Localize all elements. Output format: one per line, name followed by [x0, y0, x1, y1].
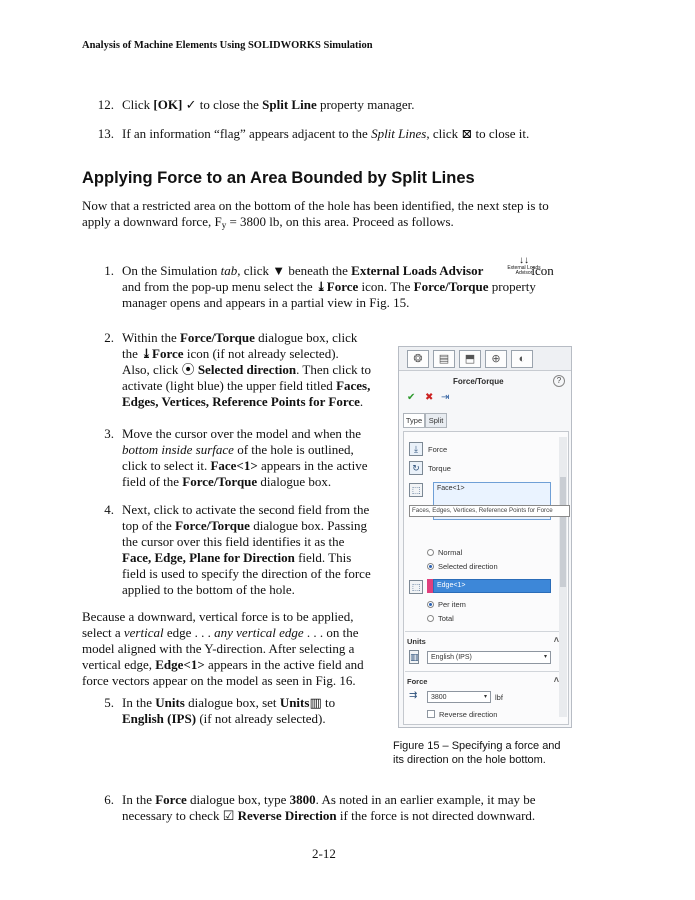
step-text: Within the Force/Torque dialogue box, click the ⤓Force icon (if not already selected). Also, click ⦿ Selected direction. Then click to activate (light blue) the upper field titled Faces, Edges, Vertices, Reference Points for Force. [122, 330, 372, 409]
running-header: Analysis of Machine Elements Using SOLIDWORKS Simulation [82, 40, 373, 51]
force-option-label[interactable]: Force [428, 445, 448, 454]
step-4 [92, 502, 392, 600]
torque-option-label[interactable]: Torque [428, 464, 451, 473]
step-12 [92, 97, 612, 113]
normal-label: Normal [438, 548, 463, 557]
external-loads-advisor-icon: ↓↓ External Loads Advisor [507, 255, 541, 276]
reverse-direction-checkbox[interactable] [427, 710, 435, 718]
step-number: 3. [104, 426, 114, 441]
step-5 [92, 695, 392, 729]
step-6 [92, 792, 612, 826]
vertical-edge-paragraph: Because a downward, vertical force is to be applied, select a vertical edge . . . any vertical edge . . . on the model aligned with the Y-direction. After selecting a vertical edge, Edge<1> appears in the active field and force vectors appear on the model as seen in Fig. 16. [82, 609, 364, 688]
step-text: Move the cursor over the model and when the bottom inside surface of the hole is outlined, click to select it. Face<1> appears in the active field of the Force/Torque dialogue box. [122, 426, 368, 489]
dropdown-arrow-icon: ▾ [483, 694, 487, 700]
group-divider [405, 631, 559, 632]
ok-button[interactable]: ✔ [407, 392, 416, 403]
step-2 [92, 330, 392, 412]
step-number: 2. [104, 330, 114, 345]
step-number: 6. [104, 792, 114, 807]
step-number: 5. [104, 695, 114, 710]
display-manager-tab-icon[interactable]: ◐ [511, 350, 533, 368]
step-number: 4. [104, 502, 114, 517]
faces-selection-icon: ⬚ [409, 483, 423, 497]
scrollbar-thumb[interactable] [560, 477, 566, 587]
step-text: Click [OK] ✓ to close the Split Line property manager. [122, 97, 415, 112]
field-tooltip: Faces, Edges, Vertices, Reference Points for Force [409, 505, 570, 517]
selected-direction-label: Selected direction [438, 562, 498, 571]
direction-reference-field[interactable]: Edge<1> [433, 579, 551, 593]
force-option-icon[interactable]: ⤓ [409, 442, 423, 456]
step-text: In the Units dialogue box, set Units▥ to English (IPS) (if not already selected). [122, 695, 336, 726]
selected-direction-radio[interactable] [427, 563, 434, 570]
group-divider [405, 671, 559, 672]
step-1 [92, 263, 592, 313]
torque-option-icon[interactable]: ↻ [409, 461, 423, 475]
step-text: On the Simulation tab, click ▼ beneath the External Loads Advisor icon and from the pop-up menu select the ⤓Force icon. The Force/Torque property manager opens and appears in a partial view in Fig. 15. [122, 263, 554, 310]
property-manager-tab-icon[interactable]: ▤ [433, 350, 455, 368]
force-value-input[interactable]: 3800 ▾ [427, 691, 491, 703]
feature-manager-tab-icon[interactable]: ❂ [407, 350, 429, 368]
force-icon: ⤓ [315, 279, 327, 294]
configuration-manager-tab-icon[interactable]: ⬒ [459, 350, 481, 368]
collapse-chevron-icon[interactable]: ˄ [553, 675, 559, 685]
per-item-radio[interactable] [427, 601, 434, 608]
units-icon: ▥ [309, 695, 322, 710]
intro-paragraph: Now that a restricted area on the bottom of the hole has been identified, the next step is to apply a downward force, $F_y = 3800$ lb, on this area. Proceed as follows. [82, 198, 549, 230]
step-text: If an information “flag” appears adjacent to the Split Lines, click ⊠ to close it. [122, 126, 530, 141]
tab-type[interactable]: Type [403, 413, 425, 428]
force-value-icon: ⇉ [409, 690, 418, 701]
dropdown-arrow-icon: ▾ [543, 654, 547, 660]
property-manager-tabs [399, 347, 571, 371]
normal-radio[interactable] [427, 549, 434, 556]
step-13 [92, 126, 612, 142]
units-select[interactable]: English (IPS) ▾ [427, 651, 551, 664]
force-torque-property-manager [398, 346, 572, 728]
page-number: 2-12 [312, 846, 336, 861]
force-unit-label: lbf [495, 693, 503, 702]
figure-caption: Figure 15 – Specifying a force and its direction on the hole bottom. [393, 740, 561, 766]
dimxpert-tab-icon[interactable]: ⊕ [485, 350, 507, 368]
force-group-header[interactable]: Force ˄ [407, 675, 559, 686]
cancel-button[interactable]: ✖ [425, 392, 434, 403]
step-text: In the Force dialogue box, type 3800. As noted in an earlier example, it may be necessary to check ☑ Reverse Direction if the force is not directed downward. [122, 792, 536, 823]
per-item-label: Per item [438, 600, 466, 609]
help-icon[interactable]: ? [553, 375, 565, 387]
step-number: 13. [97, 126, 114, 141]
faces-edges-vertices-field[interactable]: Face<1> [433, 482, 551, 520]
section-heading: Applying Force to an Area Bounded by Split Lines [82, 169, 475, 187]
reverse-direction-label: Reverse direction [439, 710, 498, 719]
step-number: 1. [104, 263, 114, 278]
direction-selection-icon: ⬚ [409, 580, 423, 594]
property-manager-title: Force/Torque [453, 377, 504, 386]
units-group-header[interactable]: Units ˄ [407, 635, 559, 646]
units-icon: ▥ [410, 652, 419, 662]
tab-split[interactable]: Split [425, 413, 447, 428]
collapse-chevron-icon[interactable]: ˄ [553, 635, 559, 645]
total-label: Total [438, 614, 454, 623]
step-number: 12. [97, 97, 114, 112]
step-3 [92, 426, 392, 492]
pin-icon[interactable]: ⇥ [441, 392, 450, 403]
force-icon: ⤓ [141, 346, 153, 361]
total-radio[interactable] [427, 615, 434, 622]
step-text: Next, click to activate the second field from the top of the Force/Torque dialogue box. Passing the cursor over this field identifies it as the Face, Edge, Plane for Direction field. This field is used to specify the direction of the force applied to the bottom of the hole. [122, 502, 371, 597]
